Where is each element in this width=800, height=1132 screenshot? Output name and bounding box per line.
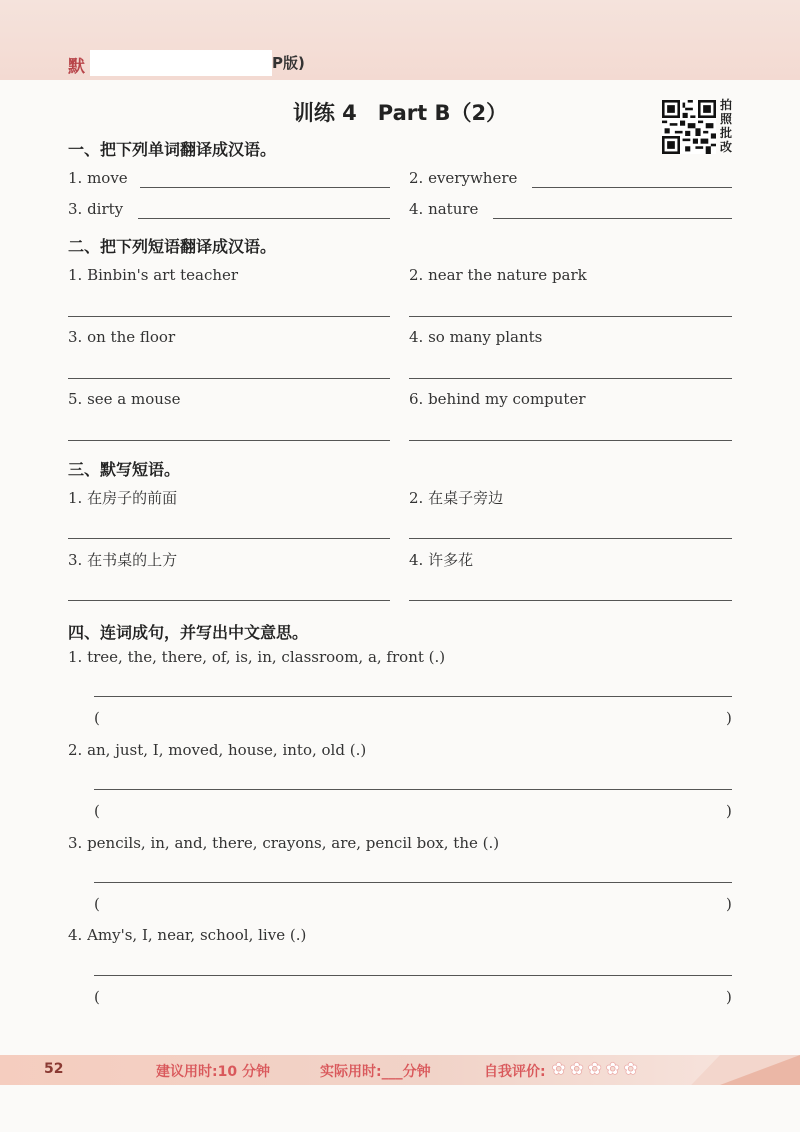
header-cover: [90, 50, 272, 76]
s3-item-1: 1. 在房子的前面: [68, 489, 178, 507]
section-2-heading: 二、把下列短语翻译成汉语。: [68, 237, 277, 256]
page-title: 训练 4 Part B（2）: [292, 101, 508, 125]
s2-item-4: 4. so many plants: [409, 328, 543, 346]
s4-paren-close-4: ): [726, 988, 732, 1006]
suggested-time: 建议用时:10 分钟: [156, 1064, 270, 1080]
s2-answer-line-3[interactable]: [68, 378, 390, 379]
section-3-heading: 三、默写短语。: [68, 460, 181, 479]
s4-paren-open-2: (: [94, 802, 100, 820]
s2-answer-line-5[interactable]: [68, 440, 390, 441]
qr-caption: 拍照批改: [720, 98, 733, 154]
s4-answer-line-4[interactable]: [94, 975, 732, 976]
s3-item-3: 3. 在书桌的上方: [68, 551, 178, 569]
header-label-right: P版): [272, 54, 305, 72]
s4-paren-close-1: ): [726, 709, 732, 727]
s2-answer-line-2[interactable]: [409, 316, 732, 317]
s4-item-2: 2. an, just, I, moved, house, into, old (.): [68, 741, 367, 759]
s2-item-2: 2. near the nature park: [409, 266, 587, 284]
s4-item-4: 4. Amy's, I, near, school, live (.): [68, 926, 307, 944]
rating-flower-icon[interactable]: ✿: [624, 1059, 638, 1078]
rating-stars[interactable]: [552, 1061, 640, 1077]
s4-paren-close-2: ): [726, 802, 732, 820]
s1-item-4: 4. nature: [409, 200, 479, 218]
s4-item-3: 3. pencils, in, and, there, crayons, are, pencil box, the (.): [68, 834, 500, 852]
s1-item-2: 2. everywhere: [409, 169, 518, 187]
s4-item-1: 1. tree, the, there, of, is, in, classroom, a, front (.): [68, 648, 446, 666]
s2-answer-line-6[interactable]: [409, 440, 732, 441]
qr-code-icon[interactable]: [662, 100, 716, 154]
actual-time: 实际用时:___分钟: [320, 1064, 431, 1080]
footer-bar: [0, 1055, 800, 1089]
s1-answer-line-4[interactable]: [493, 218, 732, 219]
section-1-heading: 一、把下列单词翻译成汉语。: [68, 140, 277, 159]
rating-flower-icon[interactable]: ✿: [606, 1059, 620, 1078]
rating-flower-icon[interactable]: ✿: [588, 1059, 602, 1078]
s1-answer-line-1[interactable]: [140, 187, 390, 188]
s2-item-6: 6. behind my computer: [409, 390, 586, 408]
s3-item-4: 4. 许多花: [409, 551, 474, 569]
s2-answer-line-1[interactable]: [68, 316, 390, 317]
section-4-heading: 四、连词成句，并写出中文意思。: [68, 623, 309, 642]
self-evaluation-label: 自我评价:: [484, 1064, 546, 1080]
s4-paren-open-3: (: [94, 895, 100, 913]
s2-item-3: 3. on the floor: [68, 328, 176, 346]
s4-paren-close-3: ): [726, 895, 732, 913]
s3-item-2: 2. 在桌子旁边: [409, 489, 504, 507]
s3-answer-line-2[interactable]: [409, 538, 732, 539]
s2-item-5: 5. see a mouse: [68, 390, 181, 408]
s1-answer-line-3[interactable]: [138, 218, 390, 219]
rating-flower-icon[interactable]: ✿: [570, 1059, 584, 1078]
s3-answer-line-1[interactable]: [68, 538, 390, 539]
s4-paren-open-1: (: [94, 709, 100, 727]
s3-answer-line-3[interactable]: [68, 600, 390, 601]
s4-paren-open-4: (: [94, 988, 100, 1006]
s3-answer-line-4[interactable]: [409, 600, 732, 601]
s1-answer-line-2[interactable]: [532, 187, 732, 188]
s1-item-1: 1. move: [68, 169, 128, 187]
header-label-left: 默: [68, 57, 85, 77]
s4-answer-line-3[interactable]: [94, 882, 732, 883]
s2-answer-line-4[interactable]: [409, 378, 732, 379]
rating-flower-icon[interactable]: ✿: [552, 1059, 566, 1078]
s4-answer-line-2[interactable]: [94, 789, 732, 790]
s2-item-1: 1. Binbin's art teacher: [68, 266, 239, 284]
s1-item-3: 3. dirty: [68, 200, 124, 218]
s4-answer-line-1[interactable]: [94, 696, 732, 697]
page-number: 52: [44, 1061, 64, 1077]
